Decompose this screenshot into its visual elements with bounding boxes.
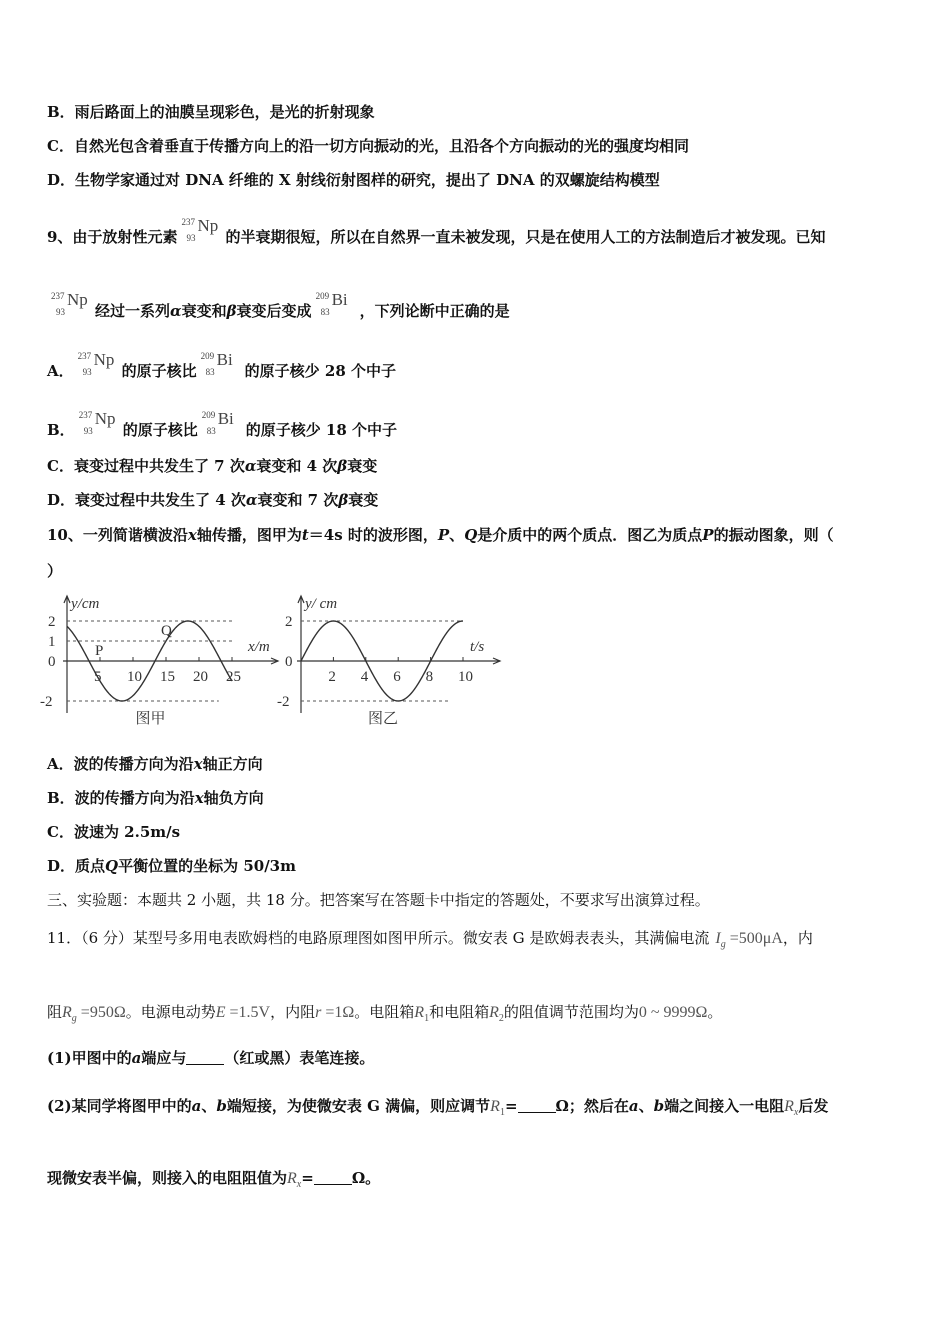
answer-blank[interactable]	[314, 1170, 352, 1185]
q9-stem-line2: 237 93 Np 经过一系列α衰变和β衰变后变成 209 83 Bi ，下列论断中正确的是	[47, 290, 510, 321]
q9-text: 9、由于放射性元素	[47, 228, 178, 246]
q10-option-c: C．波速为 2.5m/s	[47, 823, 181, 841]
x-tick-label: 20	[193, 669, 208, 685]
q10-option-a: A．波的传播方向为沿x轴正方向	[47, 755, 263, 773]
y-tick-label: 2	[285, 614, 293, 630]
y-axis-label: y/ cm	[305, 596, 338, 612]
q9-option-a: A． 237 93 Np 的原子核比 209 83 Bi 的原子核少 28 个中子	[47, 350, 396, 380]
q8-option-d: D．生物学家通过对 DNA 纤维的 X 射线衍射图样的研究，提出了 DNA 的双螺旋结构模型	[47, 171, 660, 189]
x-tick-label: 4	[360, 669, 369, 685]
section-3-heading: 三、实验题：本题共 2 小题，共 18 分。把答案写在答题卡中指定的答题处，不要求写出演算过程。	[47, 891, 710, 909]
answer-blank[interactable]	[186, 1050, 224, 1065]
q9-option-b: B． 237 93 Np 的原子核比 209 83 Bi 的原子核少 18 个中子	[47, 409, 398, 439]
q10-option-d: D．质点Q平衡位置的坐标为 50/3m	[47, 857, 296, 875]
x-axis-label: t/s	[470, 639, 485, 655]
y-tick-label: 0	[285, 654, 293, 670]
q9-stem-line1	[47, 216, 825, 247]
q11-part1: (1)甲图中的a端应与 （红或黑）表笔连接。	[47, 1049, 375, 1067]
q11-stem-line2: 阻$R_g =950\Omega$。电源电动势E =1.5V，内阻r =1Ω。电阻箱$R_1$和电阻箱$R_2$的阻值调节范围均为0 ~ 9999Ω。	[47, 1003, 723, 1024]
np-nuclide: 237 93 Np	[51, 290, 88, 317]
q9-option-d: D．衰变过程中共发生了 4 次α衰变和 7 次β衰变	[47, 491, 379, 509]
x-axis-label: x/m	[248, 639, 270, 655]
x-tick-label: 8	[425, 669, 434, 685]
y-tick-label: -2	[277, 694, 290, 710]
x-tick-label: 15	[160, 669, 175, 685]
point-label-q: Q	[161, 623, 172, 639]
q11-stem-line1: 11．（6 分）某型号多用电表欧姆档的电路原理图如图甲所示。微安表 G 是欧姆表表头，其满偏电流 $I_g =500\mu A$，内	[47, 929, 813, 950]
q9-option-c: C．衰变过程中共发生了 7 次α衰变和 4 次β衰变	[47, 457, 378, 475]
x-tick-label: 2	[328, 669, 336, 685]
x-tick-label: 5	[94, 669, 102, 685]
x-tick-label: 6	[393, 669, 401, 685]
point-label-p: P	[95, 643, 104, 659]
x-tick-label: 25	[226, 669, 241, 685]
y-tick-label: 2	[48, 614, 56, 630]
bi-nuclide: 209 83 Bi	[315, 290, 348, 317]
y-tick-label: -2	[40, 694, 53, 710]
q11-part2-cont: 现微安表半偏，则接入的电阻阻值为$R_x= \Omega$。	[47, 1169, 381, 1190]
q8-option-b: B．雨后路面上的油膜呈现彩色，是光的折射现象	[47, 103, 375, 121]
y-tick-label: 0	[48, 654, 56, 670]
x-tick-label: 10	[127, 669, 142, 685]
q9-text: 的半衰期很短，所以在自然界一直未被发现，只是在使用人工的方法制造后才被发现。已知	[225, 228, 826, 246]
np-nuclide: 237 93 Np	[181, 216, 219, 243]
q11-part2: (2)某同学将图甲中的a、b端短接，为使微安表 G 满偏，则应调节$R_1= \Omega$；然后在a、b端之间接入一电阻$R_x$后发	[47, 1097, 829, 1118]
vibration-graph-chart	[275, 590, 515, 730]
q10-option-b: B．波的传播方向为沿x轴负方向	[47, 789, 264, 807]
x-tick-label: 10	[458, 669, 473, 685]
q10-stem-close: ）	[47, 562, 63, 580]
chart-title: 图甲	[135, 711, 166, 727]
q8-option-c: C．自然光包含着垂直于传播方向上的沿一切方向振动的光，且沿各个方向振动的光的强度均相同	[47, 137, 689, 155]
q10-stem: 10、一列简谐横波沿x轴传播，图甲为t＝4s 时的波形图，P、Q是介质中的两个质点．图乙为质点P的振动图象，则（	[47, 526, 834, 544]
y-tick-label: 1	[48, 634, 56, 650]
wave-graph-chart	[38, 590, 283, 730]
answer-blank[interactable]	[518, 1098, 556, 1113]
chart-title: 图乙	[368, 711, 399, 727]
y-axis-label: y/cm	[71, 596, 100, 612]
